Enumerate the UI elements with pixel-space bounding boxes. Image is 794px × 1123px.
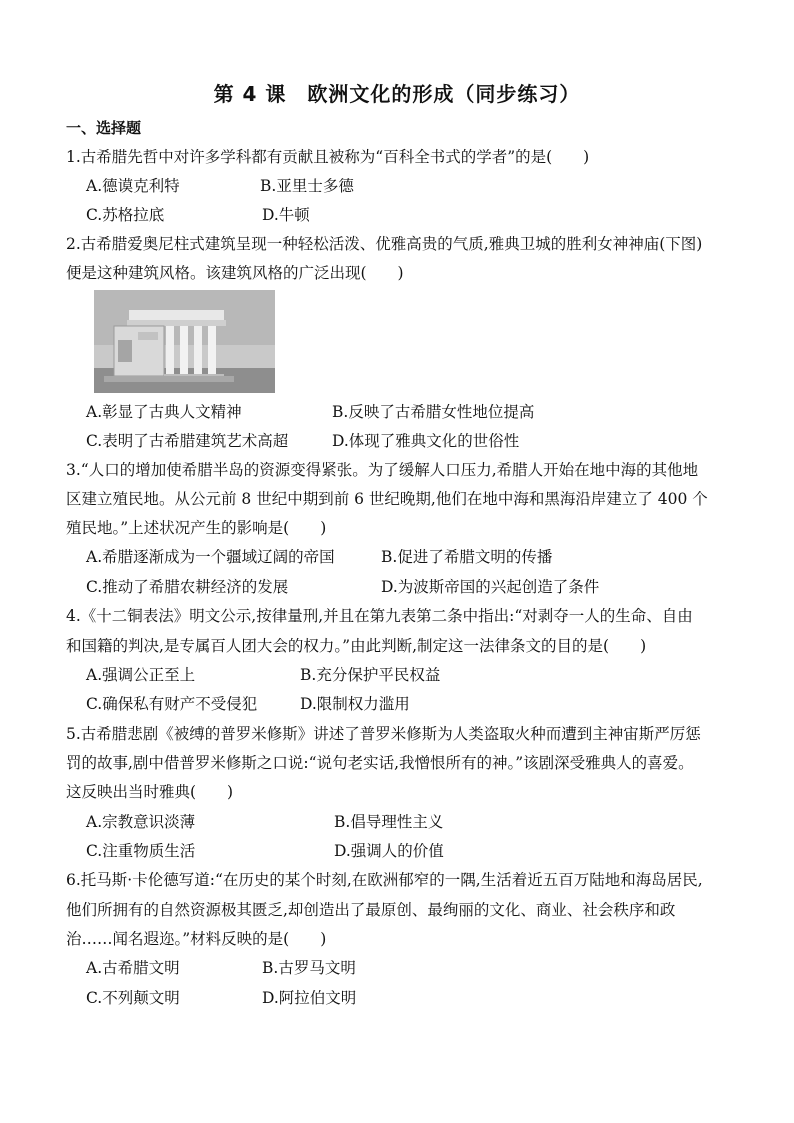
- question-2-stem-line-2: 便是这种建筑风格。该建筑风格的广泛出现( ): [66, 264, 404, 282]
- question-6-stem-line-3: 治……闻名遐迩。”材料反映的是( ): [66, 930, 327, 948]
- section-heading: 一、选择题: [66, 119, 142, 137]
- temple-photo: [94, 290, 275, 393]
- question-6-option-a: A.古希腊文明: [86, 959, 180, 977]
- question-4-option-c: C.确保私有财产不受侵犯: [86, 695, 258, 713]
- question-5-stem-line-3: 这反映出当时雅典( ): [66, 783, 234, 801]
- question-6-option-c: C.不列颠文明: [86, 989, 180, 1007]
- question-5-stem-line-1: 5.古希腊悲剧《被缚的普罗米修斯》讲述了普罗米修斯为人类盗取火种而遭到主神宙斯严厉惩: [66, 725, 701, 743]
- question-3-option-b: B.促进了希腊文明的传播: [381, 548, 553, 566]
- question-1-option-b: B.亚里士多德: [260, 177, 354, 195]
- question-1-option-d: D.牛顿: [262, 206, 310, 224]
- question-3-stem-line-2: 区建立殖民地。从公元前 8 世纪中期到前 6 世纪晚期,他们在地中海和黑海沿岸建立了 400 个: [66, 490, 708, 508]
- question-5-stem-line-2: 罚的故事,剧中借普罗米修斯之口说:“说句老实话,我憎恨所有的神。”该剧深受雅典人的喜爱。: [66, 754, 694, 772]
- question-6-option-d: D.阿拉伯文明: [262, 989, 357, 1007]
- question-5-option-a: A.宗教意识淡薄: [86, 813, 196, 831]
- question-6-stem-line-1: 6.托马斯·卡伦德写道:“在历史的某个时刻,在欧洲郁窄的一隅,生活着近五百万陆地和海岛居民,: [66, 871, 703, 889]
- question-2-option-b: B.反映了古希腊女性地位提高: [332, 403, 535, 421]
- temple-image: [94, 290, 275, 393]
- question-4-option-d: D.限制权力滥用: [300, 695, 410, 713]
- question-3-option-c: C.推动了希腊农耕经济的发展: [86, 578, 289, 596]
- question-5-option-b: B.倡导理性主义: [334, 813, 444, 831]
- question-3-stem-line-1: 3.“人口的增加使希腊半岛的资源变得紧张。为了缓解人口压力,希腊人开始在地中海的其他地: [66, 461, 699, 479]
- question-4-stem-line-2: 和国籍的判决,是专属百人团大会的权力。”由此判断,制定这一法律条文的目的是( ): [66, 637, 647, 655]
- question-3-option-d: D.为波斯帝国的兴起创造了条件: [381, 578, 600, 596]
- question-4-option-a: A.强调公正至上: [86, 666, 196, 684]
- question-2-option-c: C.表明了古希腊建筑艺术高超: [86, 432, 289, 450]
- question-1-option-c: C.苏格拉底: [86, 206, 165, 224]
- question-6-stem-line-2: 他们所拥有的自然资源极其匮乏,却创造出了最原创、最绚丽的文化、商业、社会秩序和政: [66, 901, 676, 919]
- question-3-option-a: A.希腊逐渐成为一个疆域辽阔的帝国: [86, 548, 335, 566]
- question-1-option-a: A.德谟克利特: [86, 177, 180, 195]
- question-2-stem-line-1: 2.古希腊爱奥尼柱式建筑呈现一种轻松活泼、优雅高贵的气质,雅典卫城的胜利女神神庙(下图): [66, 235, 703, 253]
- question-4-stem-line-1: 4.《十二铜表法》明文公示,按律量刑,并且在第九表第二条中指出:“对剥夺一人的生命、自由: [66, 607, 693, 625]
- question-5-option-d: D.强调人的价值: [334, 842, 444, 860]
- question-2-option-d: D.体现了雅典文化的世俗性: [332, 432, 520, 450]
- question-5-option-c: C.注重物质生活: [86, 842, 196, 860]
- question-4-option-b: B.充分保护平民权益: [300, 666, 441, 684]
- question-6-option-b: B.古罗马文明: [262, 959, 356, 977]
- question-2-option-a: A.彰显了古典人文精神: [86, 403, 242, 421]
- page-title: 第 4 课 欧洲文化的形成（同步练习）: [213, 82, 581, 106]
- question-1-stem: 1.古希腊先哲中对许多学科都有贡献且被称为“百科全书式的学者”的是( ): [66, 148, 590, 166]
- question-3-stem-line-3: 殖民地。”上述状况产生的影响是( ): [66, 519, 327, 537]
